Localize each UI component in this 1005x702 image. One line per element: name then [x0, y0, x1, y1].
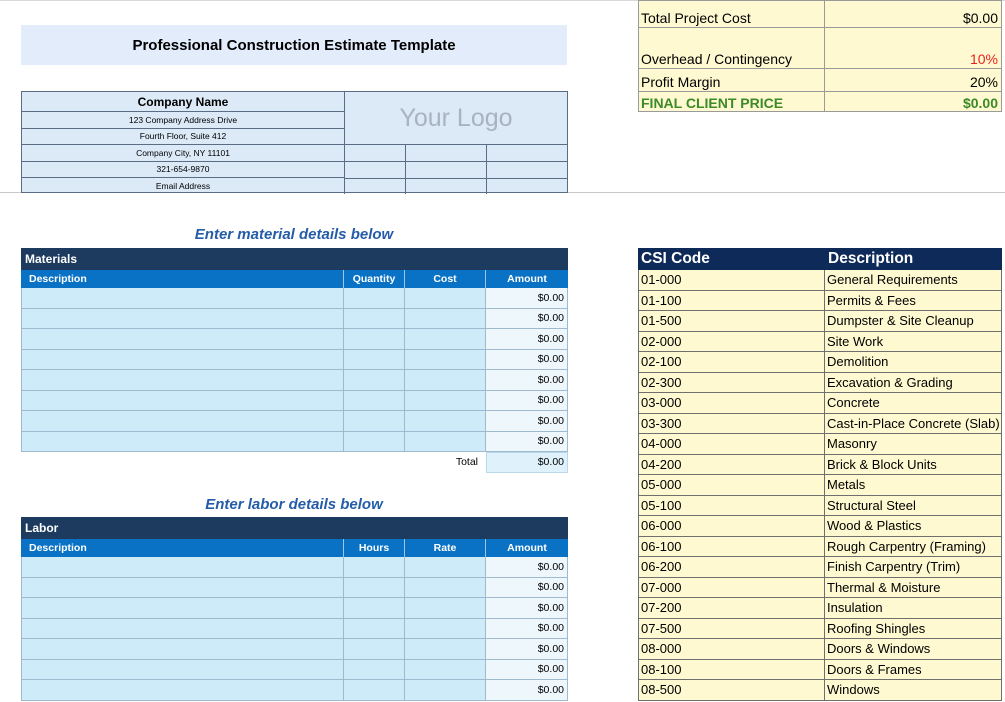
csi-description-cell[interactable]: Cast-in-Place Concrete (Slab): [825, 414, 1002, 435]
overhead-value[interactable]: 10%: [969, 51, 998, 67]
csi-row: [638, 393, 1002, 414]
csi-row: [638, 311, 1002, 332]
hours-cell[interactable]: [344, 619, 405, 640]
csi-row: [638, 537, 1002, 558]
table-row: [21, 288, 568, 309]
rate-cell[interactable]: [405, 660, 486, 681]
final-client-price-label: FINAL CLIENT PRICE: [639, 92, 825, 112]
amount-cell[interactable]: $0.00: [486, 329, 568, 350]
hours-cell[interactable]: [344, 660, 405, 681]
csi-description-cell[interactable]: Rough Carpentry (Framing): [825, 537, 1002, 558]
table-row: [21, 350, 568, 371]
csi-row: [638, 680, 1002, 701]
materials-header-row: [21, 270, 568, 288]
table-row: [21, 660, 568, 681]
amount-cell[interactable]: $0.00: [486, 391, 568, 412]
csi-code-cell[interactable]: 01-100: [638, 291, 825, 312]
description-cell[interactable]: [21, 370, 344, 391]
materials-title-bar: Materials: [21, 248, 568, 270]
company-address1-cell[interactable]: 123 Company Address Drive: [22, 112, 344, 129]
csi-description-cell[interactable]: General Requirements: [825, 270, 1002, 291]
csi-code-table: [638, 248, 1002, 701]
amount-cell[interactable]: $0.00: [486, 598, 568, 619]
amount-cell[interactable]: $0.00: [486, 557, 568, 578]
csi-description-cell[interactable]: Structural Steel: [825, 496, 1002, 517]
csi-code-cell[interactable]: 05-100: [638, 496, 825, 517]
quantity-cell[interactable]: [344, 329, 405, 350]
summary-row-profit: [639, 69, 1001, 91]
csi-code-cell[interactable]: 07-000: [638, 578, 825, 599]
quantity-cell[interactable]: [344, 391, 405, 412]
description-cell[interactable]: [21, 411, 344, 432]
grid-line: [486, 144, 487, 194]
csi-description-cell[interactable]: Brick & Block Units: [825, 455, 1002, 476]
csi-description-cell[interactable]: Roofing Shingles: [825, 619, 1002, 640]
hours-cell[interactable]: [344, 639, 405, 660]
amount-cell[interactable]: $0.00: [486, 578, 568, 599]
grid-line: [344, 178, 567, 179]
table-row: [21, 432, 568, 453]
quantity-cell[interactable]: [344, 288, 405, 309]
column-header-hours: Hours: [344, 539, 405, 557]
csi-row: [638, 598, 1002, 619]
csi-row: [638, 516, 1002, 537]
csi-code-cell[interactable]: 01-500: [638, 311, 825, 332]
csi-description-cell[interactable]: Demolition: [825, 352, 1002, 373]
csi-code-cell[interactable]: 04-000: [638, 434, 825, 455]
csi-row: [638, 434, 1002, 455]
quantity-cell[interactable]: [344, 432, 405, 453]
csi-description-cell[interactable]: Finish Carpentry (Trim): [825, 557, 1002, 578]
cost-cell[interactable]: [405, 370, 486, 391]
csi-description-cell[interactable]: Dumpster & Site Cleanup: [825, 311, 1002, 332]
table-row: [21, 309, 568, 330]
csi-row: [638, 578, 1002, 599]
description-cell[interactable]: [21, 557, 344, 578]
csi-row: [638, 373, 1002, 394]
csi-code-cell[interactable]: 04-200: [638, 455, 825, 476]
column-header-cost: Cost: [405, 270, 486, 288]
table-row: [21, 391, 568, 412]
quantity-cell[interactable]: [344, 411, 405, 432]
csi-row: [638, 475, 1002, 496]
csi-description-cell[interactable]: Excavation & Grading: [825, 373, 1002, 394]
rate-cell[interactable]: [405, 619, 486, 640]
labor-title-bar: Labor: [21, 517, 568, 539]
grid-line: [344, 161, 567, 162]
cost-cell[interactable]: [405, 309, 486, 330]
csi-description-cell[interactable]: Doors & Windows: [825, 639, 1002, 660]
csi-code-cell[interactable]: 07-500: [638, 619, 825, 640]
csi-code-cell[interactable]: 06-100: [638, 537, 825, 558]
cost-cell[interactable]: [405, 329, 486, 350]
cost-cell[interactable]: [405, 432, 486, 453]
company-city-cell[interactable]: Company City, NY 11101: [22, 145, 344, 162]
quantity-cell[interactable]: [344, 350, 405, 371]
csi-row: [638, 639, 1002, 660]
rate-cell[interactable]: [405, 557, 486, 578]
materials-total-row: [21, 452, 568, 473]
summary-row-final: [639, 92, 1001, 112]
table-row: [21, 619, 568, 640]
cost-cell[interactable]: [405, 411, 486, 432]
table-row: [21, 411, 568, 432]
cost-cell[interactable]: [405, 350, 486, 371]
amount-cell[interactable]: $0.00: [486, 619, 568, 640]
csi-code-cell[interactable]: 03-300: [638, 414, 825, 435]
column-header-amount: Amount: [507, 542, 547, 554]
csi-row: [638, 291, 1002, 312]
csi-row: [638, 619, 1002, 640]
csi-description-cell[interactable]: Thermal & Moisture: [825, 578, 1002, 599]
csi-description-cell[interactable]: Permits & Fees: [825, 291, 1002, 312]
csi-code-cell[interactable]: 02-300: [638, 373, 825, 394]
description-cell[interactable]: [21, 288, 344, 309]
summary-row-overhead: [639, 28, 1001, 68]
csi-row: [638, 352, 1002, 373]
csi-description-cell[interactable]: Metals: [825, 475, 1002, 496]
labor-table: [21, 517, 568, 701]
profit-margin-value[interactable]: 20%: [969, 74, 998, 90]
amount-cell[interactable]: $0.00: [486, 288, 568, 309]
csi-code-cell[interactable]: 03-000: [638, 393, 825, 414]
csi-description-cell[interactable]: Insulation: [825, 598, 1002, 619]
rate-cell[interactable]: [405, 578, 486, 599]
csi-code-cell[interactable]: 06-000: [638, 516, 825, 537]
description-cell[interactable]: [21, 432, 344, 453]
csi-code-cell[interactable]: 08-500: [638, 680, 825, 701]
page-title[interactable]: Professional Construction Estimate Template: [21, 25, 567, 65]
csi-description-cell[interactable]: Site Work: [825, 332, 1002, 353]
csi-description-cell[interactable]: Concrete: [825, 393, 1002, 414]
column-header-rate: Rate: [405, 539, 486, 557]
csi-code-cell[interactable]: 02-100: [638, 352, 825, 373]
csi-code-cell[interactable]: 02-000: [638, 332, 825, 353]
csi-code-cell[interactable]: 01-000: [638, 270, 825, 291]
summary-row-total-cost: [639, 1, 1001, 27]
rate-cell[interactable]: [405, 680, 486, 701]
materials-total-value[interactable]: $0.00: [486, 452, 568, 473]
description-cell[interactable]: [21, 660, 344, 681]
description-cell[interactable]: [21, 391, 344, 412]
summary-panel: [638, 0, 1002, 112]
labor-header-row: [21, 539, 568, 557]
csi-description-cell[interactable]: Wood & Plastics: [825, 516, 1002, 537]
labor-heading: Enter labor details below: [205, 496, 383, 513]
total-project-cost-label: Total Project Cost: [639, 1, 825, 27]
cost-cell[interactable]: [405, 391, 486, 412]
grid-line: [405, 144, 406, 194]
amount-cell[interactable]: $0.00: [486, 350, 568, 371]
quantity-cell[interactable]: [344, 370, 405, 391]
csi-code-cell[interactable]: 05-000: [638, 475, 825, 496]
overhead-label: Overhead / Contingency: [639, 28, 825, 68]
company-address2-cell[interactable]: Fourth Floor, Suite 412: [22, 129, 344, 146]
csi-description-cell[interactable]: Doors & Frames: [825, 660, 1002, 681]
amount-cell[interactable]: $0.00: [486, 639, 568, 660]
amount-cell[interactable]: $0.00: [486, 680, 568, 701]
csi-code-cell[interactable]: 08-000: [638, 639, 825, 660]
table-row: [21, 598, 568, 619]
description-cell[interactable]: [21, 680, 344, 701]
description-cell[interactable]: [21, 350, 344, 371]
materials-heading: Enter material details below: [194, 226, 394, 243]
description-cell[interactable]: [21, 598, 344, 619]
logo-bottom-line: [344, 144, 567, 145]
table-row: [21, 639, 568, 660]
csi-row: [638, 496, 1002, 517]
csi-header-row: [638, 248, 1002, 270]
amount-cell[interactable]: $0.00: [486, 370, 568, 391]
amount-cell[interactable]: $0.00: [486, 660, 568, 681]
description-cell[interactable]: [21, 309, 344, 330]
table-row: [21, 578, 568, 599]
materials-total-label: Total: [455, 456, 478, 469]
csi-row: [638, 557, 1002, 578]
description-cell[interactable]: [21, 329, 344, 350]
final-client-price-value[interactable]: $0.00: [962, 95, 998, 111]
csi-code-header: CSI Code: [641, 250, 710, 267]
column-header-amount: Amount: [507, 273, 547, 285]
table-row: [21, 329, 568, 350]
table-row: [21, 680, 568, 701]
csi-code-cell[interactable]: 07-200: [638, 598, 825, 619]
csi-row: [638, 270, 1002, 291]
description-cell[interactable]: [21, 619, 344, 640]
profit-margin-label: Profit Margin: [639, 69, 825, 91]
csi-row: [638, 455, 1002, 476]
cost-cell[interactable]: [405, 288, 486, 309]
column-header-description: Description: [21, 539, 344, 557]
hours-cell[interactable]: [344, 598, 405, 619]
company-name-cell[interactable]: Company Name: [22, 92, 344, 112]
csi-code-cell[interactable]: 08-100: [638, 660, 825, 681]
column-header-description: Description: [21, 270, 344, 288]
total-project-cost-value[interactable]: $0.00: [962, 10, 998, 26]
amount-cell[interactable]: $0.00: [486, 309, 568, 330]
csi-description-cell[interactable]: Windows: [825, 680, 1002, 701]
csi-code-cell[interactable]: 06-200: [638, 557, 825, 578]
company-info-table: [21, 91, 568, 193]
csi-row: [638, 414, 1002, 435]
csi-description-cell[interactable]: Masonry: [825, 434, 1002, 455]
description-cell[interactable]: [21, 639, 344, 660]
amount-cell[interactable]: $0.00: [486, 432, 568, 453]
csi-row: [638, 332, 1002, 353]
column-header-quantity: Quantity: [344, 270, 405, 288]
materials-table: [21, 248, 568, 473]
logo-placeholder[interactable]: Your Logo: [399, 103, 513, 132]
amount-cell[interactable]: $0.00: [486, 411, 568, 432]
csi-row: [638, 660, 1002, 681]
hours-cell[interactable]: [344, 680, 405, 701]
table-row: [21, 557, 568, 578]
rate-cell[interactable]: [405, 598, 486, 619]
hours-cell[interactable]: [344, 557, 405, 578]
csi-description-header: Description: [828, 250, 914, 267]
description-cell[interactable]: [21, 578, 344, 599]
company-email-cell[interactable]: Email Address: [155, 181, 211, 191]
rate-cell[interactable]: [405, 639, 486, 660]
quantity-cell[interactable]: [344, 309, 405, 330]
table-row: [21, 370, 568, 391]
hours-cell[interactable]: [344, 578, 405, 599]
company-phone-cell[interactable]: 321-654-9870: [22, 162, 344, 179]
